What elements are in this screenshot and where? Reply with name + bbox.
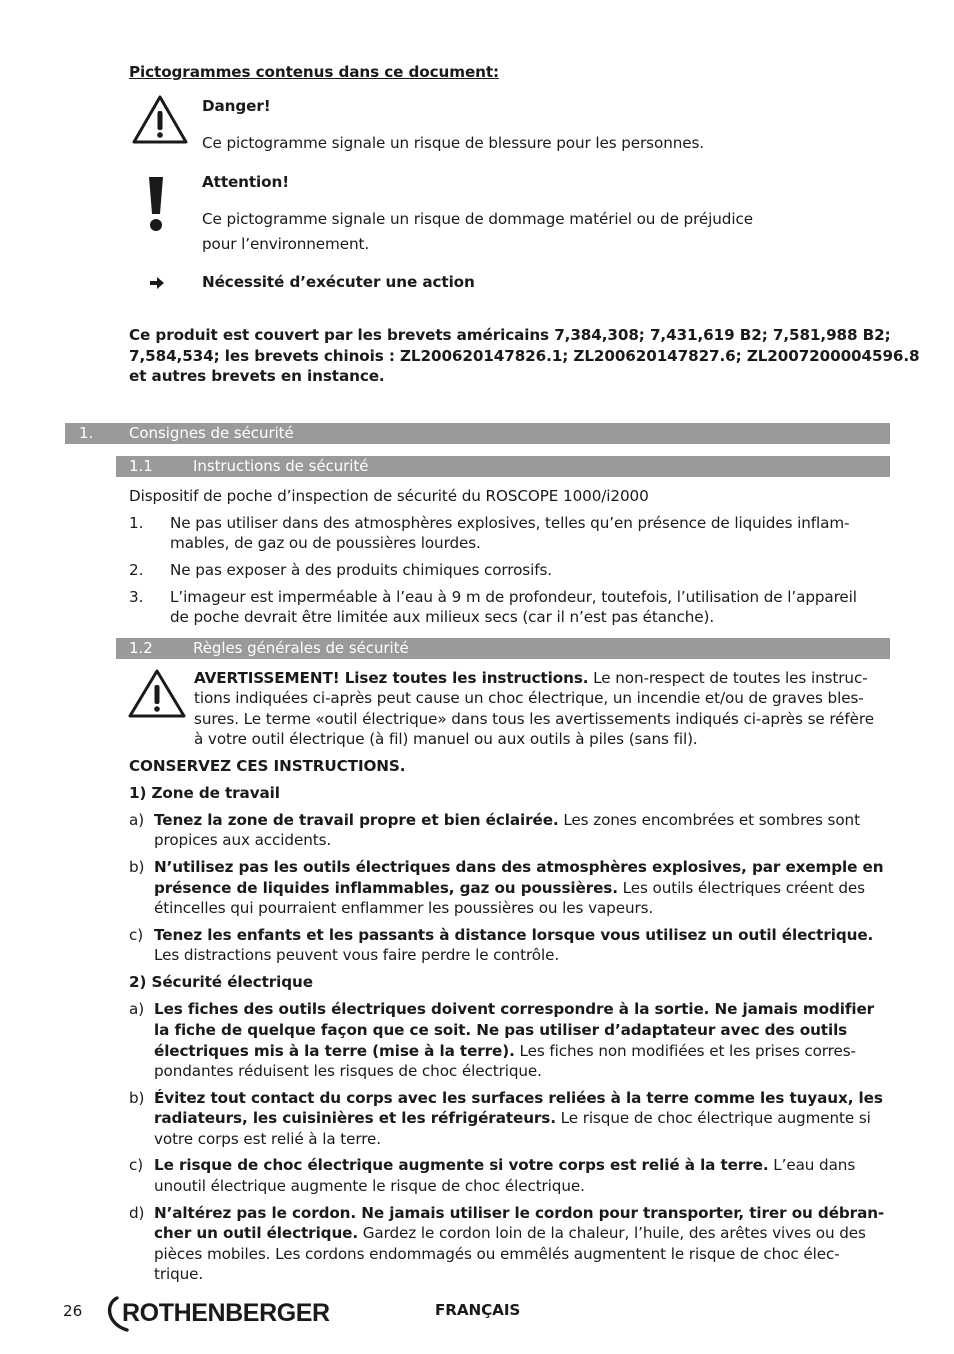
- patents-line3: et autres brevets en instance.: [129, 367, 385, 385]
- warning-line2: tions indiquées ci-après peut cause un choc électrique, un incendie et/ou de graves bles-: [194, 689, 864, 707]
- item-label: b): [129, 1089, 145, 1107]
- action-text: Nécessité d’exécuter une action: [202, 273, 475, 291]
- list-item-number: 2.: [129, 561, 144, 579]
- svg-text:ROTHENBERGER: ROTHENBERGER: [122, 1299, 330, 1327]
- item-label: a): [129, 811, 145, 829]
- elec-c-line1: [154, 1155, 855, 1176]
- zone-a-line2: propices aux accidents.: [154, 831, 332, 849]
- elec-d-line1: N’altérez pas le cordon. Ne jamais utiliser le cordon pour transporter, tirer ou débran-: [154, 1204, 885, 1222]
- zone-c-line1: Tenez les enfants et les passants à distance lorsque vous utilisez un outil électrique.: [154, 926, 874, 944]
- zone-b-line3: étincelles qui pourraient enflammer les poussières ou les vapeurs.: [154, 899, 654, 917]
- arrow-right-icon: [149, 275, 165, 289]
- elec-a-line3: [154, 1041, 856, 1062]
- pictograms-title: Pictogrammes contenus dans ce document:: [129, 63, 500, 81]
- elec-a-line4: pondantes réduisent les risques de choc électrique.: [154, 1062, 542, 1080]
- elec-b-line1: Évitez tout contact du corps avec les surfaces reliées à la terre comme les tuyaux, les: [154, 1089, 883, 1107]
- brand-logo: [103, 1294, 348, 1334]
- keep-instructions: CONSERVEZ CES INSTRUCTIONS.: [129, 757, 406, 775]
- zone-b-bold: présence de liquides inflammables, gaz ou poussières.: [154, 879, 618, 897]
- elec-a-line1: Les fiches des outils électriques doivent correspondre à la sortie. Ne jamais modifier: [154, 1000, 875, 1018]
- patents-line1: Ce produit est couvert par les brevets américains 7,384,308; 7,431,619 B2; 7,581,988 B2;: [129, 326, 891, 344]
- zone-c-line2: Les distractions peuvent vous faire perdre le contrôle.: [154, 946, 560, 964]
- list-item-number: 3.: [129, 588, 144, 606]
- section-1-2-number: 1.2: [129, 639, 153, 657]
- zone-b-line2: [154, 878, 865, 899]
- section-1-1-number: 1.1: [129, 457, 153, 475]
- danger-text: Ce pictogramme signale un risque de blessure pour les personnes.: [202, 134, 705, 152]
- exclamation-icon: [143, 174, 169, 234]
- zone-a-bold: Tenez la zone de travail propre et bien éclairée.: [154, 811, 559, 829]
- danger-title: Danger!: [202, 97, 271, 115]
- section-1-2-heading: [116, 638, 890, 659]
- section-1-heading: [65, 423, 890, 444]
- list-item-line: mables, de gaz ou de poussières lourdes.: [170, 534, 481, 552]
- zone-title: 1) Zone de travail: [129, 784, 280, 802]
- elec-d-line3: pièces mobiles. Les cordons endommagés ou emmêlés augmentent le risque de choc élec-: [154, 1245, 840, 1263]
- section-1-1-title: Instructions de sécurité: [193, 457, 369, 475]
- item-label: b): [129, 858, 145, 876]
- zone-b-text: Les outils électriques créent des: [617, 879, 865, 897]
- elec-c-bold: Le risque de choc électrique augmente si votre corps est relié à la terre.: [154, 1156, 769, 1174]
- warning-text: Le non-respect de toutes les instruc-: [588, 669, 868, 687]
- zone-b-line1: N’utilisez pas les outils électriques dans des atmosphères explosives, par exemple en: [154, 858, 884, 876]
- elec-d-bold: cher un outil électrique.: [154, 1224, 359, 1242]
- warning-line3: sures. Le terme «outil électrique» dans tous les avertissements indiqués ci-après se réfère: [194, 710, 874, 728]
- page-number: 26: [63, 1302, 83, 1320]
- elec-a-text: Les fiches non modifiées et les prises corres-: [514, 1042, 856, 1060]
- list-item-line: Ne pas utiliser dans des atmosphères explosives, telles qu’en présence de liquides inflam-: [170, 514, 850, 532]
- section-1-number: 1.: [79, 424, 94, 442]
- language-label: FRANÇAIS: [435, 1301, 521, 1319]
- elec-a-bold: électriques mis à la terre (mise à la terre).: [154, 1042, 515, 1060]
- warning-line1: [194, 668, 868, 689]
- elec-title: 2) Sécurité électrique: [129, 973, 313, 991]
- elec-b-bold: radiateurs, les cuisinières et les réfrigérateurs.: [154, 1109, 556, 1127]
- item-label: d): [129, 1204, 145, 1222]
- warning-triangle-icon: [127, 668, 187, 720]
- elec-b-line2: [154, 1108, 871, 1129]
- list-item-line: L’imageur est imperméable à l’eau à 9 m de profondeur, toutefois, l’utilisation de l’appareil: [170, 588, 857, 606]
- elec-d-line2: [154, 1223, 866, 1244]
- section-1-1-heading: [116, 456, 890, 477]
- elec-b-text: Le risque de choc électrique augmente si: [555, 1109, 871, 1127]
- list-item-number: 1.: [129, 514, 144, 532]
- zone-a-line1: [154, 810, 860, 831]
- item-label: c): [129, 926, 144, 944]
- section-1-2-title: Règles générales de sécurité: [193, 639, 409, 657]
- item-label: a): [129, 1000, 145, 1018]
- warning-line4: à votre outil électrique (à fil) manuel ou aux outils à piles (sans fil).: [194, 730, 698, 748]
- section-1-title: Consignes de sécurité: [129, 424, 294, 442]
- section-1-1-intro: Dispositif de poche d’inspection de sécurité du ROSCOPE 1000/i2000: [129, 487, 649, 505]
- item-label: c): [129, 1156, 144, 1174]
- elec-a-line2: la fiche de quelque façon que ce soit. Ne pas utiliser d’adaptateur avec des outils: [154, 1021, 848, 1039]
- attention-title: Attention!: [202, 173, 290, 191]
- elec-d-text: Gardez le cordon loin de la chaleur, l’huile, des arêtes vives ou des: [358, 1224, 866, 1242]
- attention-text-line2: pour l’environnement.: [202, 235, 370, 253]
- warning-triangle-icon: [131, 94, 189, 146]
- elec-d-line4: trique.: [154, 1265, 204, 1283]
- elec-c-line2: unoutil électrique augmente le risque de choc électrique.: [154, 1177, 585, 1195]
- list-item-line: Ne pas exposer à des produits chimiques corrosifs.: [170, 561, 553, 579]
- elec-c-text: L’eau dans: [768, 1156, 856, 1174]
- zone-a-text: Les zones encombrées et sombres sont: [558, 811, 860, 829]
- elec-b-line3: votre corps est relié à la terre.: [154, 1130, 382, 1148]
- warning-bold: AVERTISSEMENT! Lisez toutes les instructions.: [194, 669, 589, 687]
- list-item-line: de poche devrait être limitée aux milieux secs (car il n’est pas étanche).: [170, 608, 715, 626]
- patents-line2: 7,584,534; les brevets chinois : ZL200620147826.1; ZL200620147827.6; ZL2007200004596.8: [129, 347, 920, 365]
- attention-text-line1: Ce pictogramme signale un risque de dommage matériel ou de préjudice: [202, 210, 753, 228]
